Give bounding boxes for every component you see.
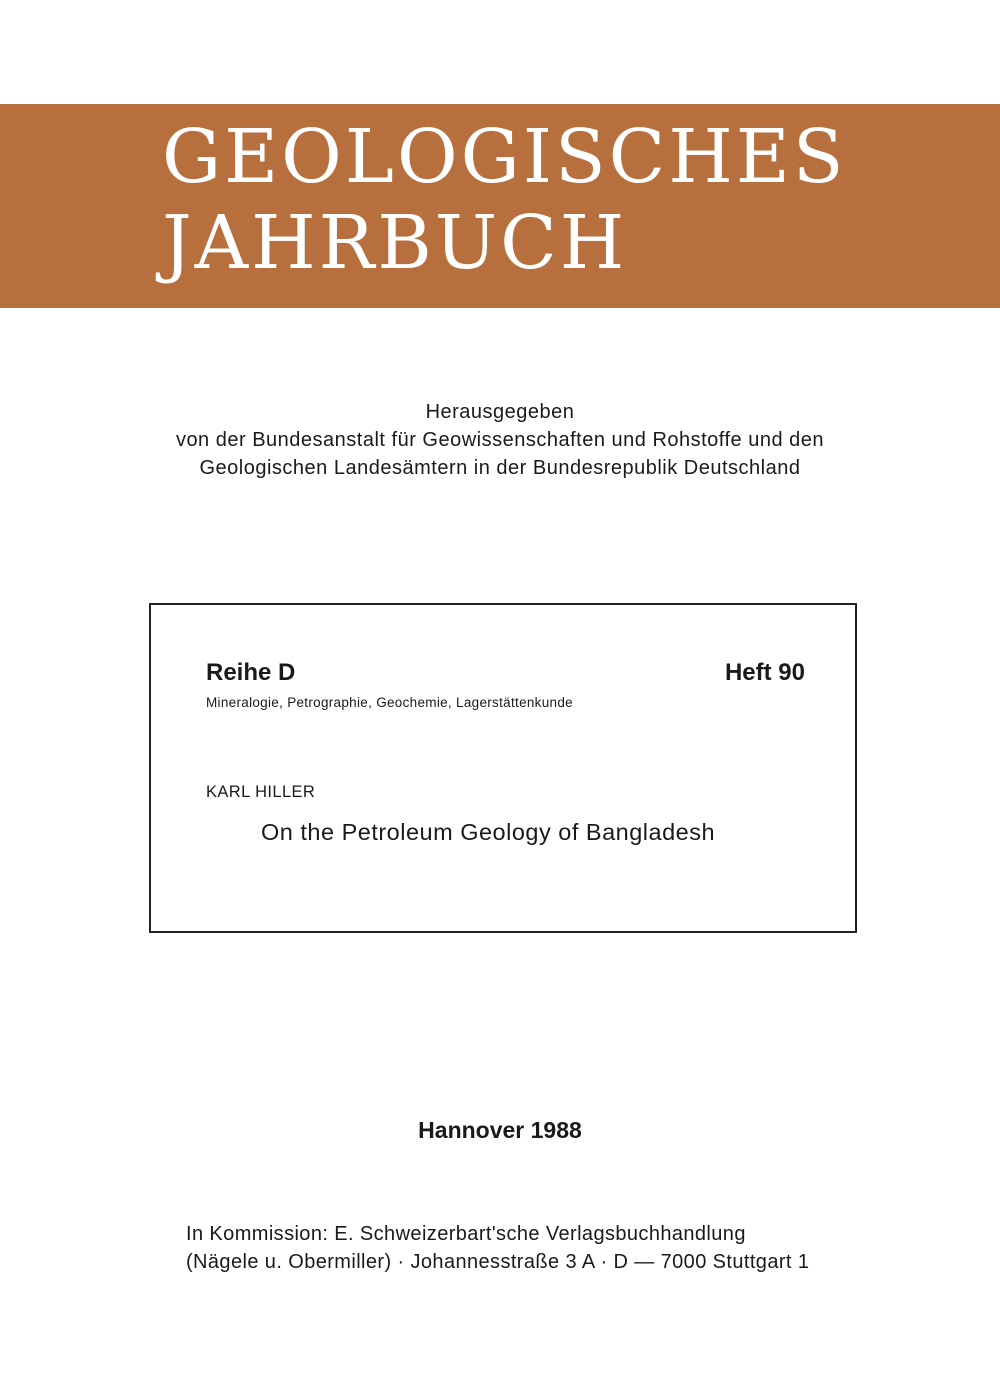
author-name: KARL HILLER	[206, 783, 316, 801]
publisher-line3: Geologischen Landesämtern in der Bundesrepublik Deutschland	[199, 457, 801, 479]
publisher-line2: von der Bundesanstalt für Geowissenschaften und Rohstoffe und den	[175, 429, 825, 451]
publisher-statement	[100, 398, 900, 482]
commission-imprint	[186, 1220, 846, 1276]
issue-number: Heft 90	[724, 659, 805, 686]
place-year: Hannover 1988	[418, 1117, 582, 1143]
journal-title-line2: JAHRBUCH	[162, 200, 628, 286]
series-subjects: Mineralogie, Petrographie, Geochemie, Lagerstättenkunde	[206, 695, 573, 710]
series-box	[149, 603, 857, 933]
journal-title-line1: GEOLOGISCHES	[162, 114, 847, 200]
commission-line1: In Kommission: E. Schweizerbart'sche Verlagsbuchhandlung	[186, 1223, 746, 1245]
commission-line2: (Nägele u. Obermiller) · Johannesstraße 3 A · D — 7000 Stuttgart 1	[186, 1251, 810, 1273]
journal-title	[162, 114, 882, 286]
title-banner	[0, 104, 1000, 308]
publisher-line1: Herausgegeben	[425, 401, 575, 423]
book-title: On the Petroleum Geology of Bangladesh	[261, 819, 716, 845]
series-label: Reihe D	[206, 659, 296, 686]
